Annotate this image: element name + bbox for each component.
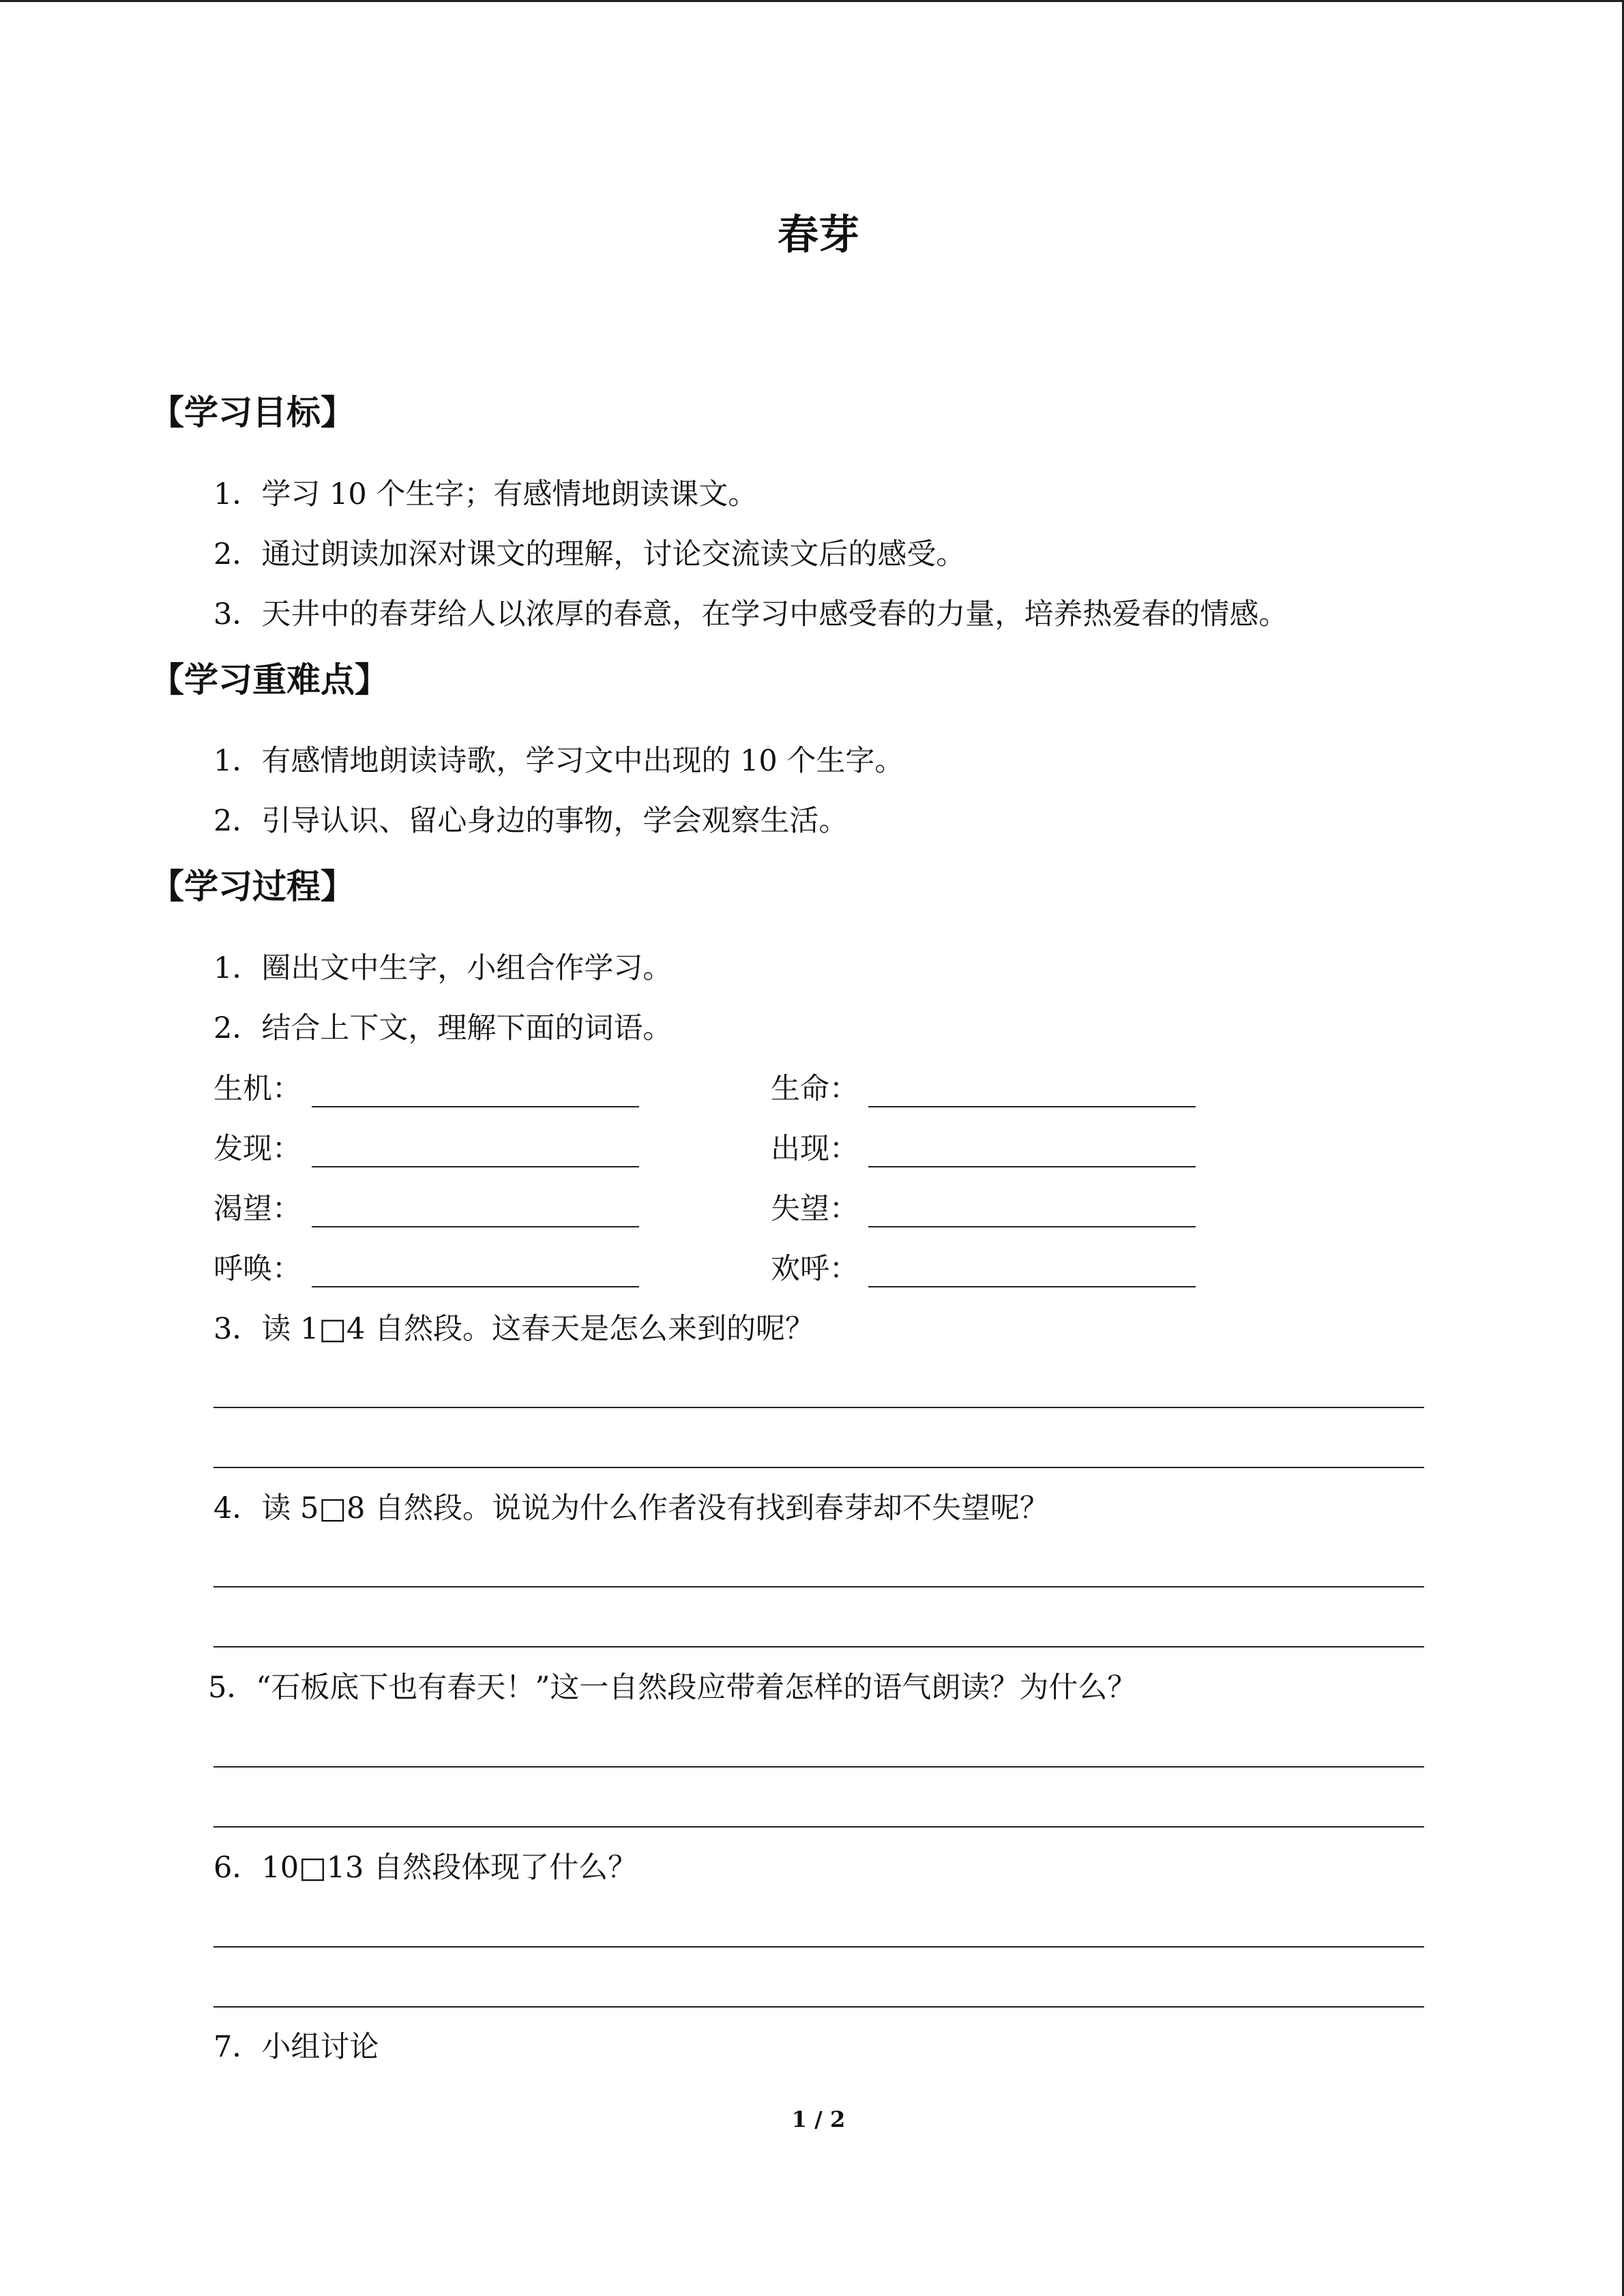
section-heading-objectives: 【学习目标】 [150, 393, 355, 432]
page-number: 1 / 2 [791, 2106, 846, 2132]
vocab-answer-blank[interactable] [312, 1226, 639, 1227]
section-heading-process: 【学习过程】 [150, 867, 355, 906]
vocab-answer-blank[interactable] [312, 1166, 639, 1167]
vocab-word-label: 出现： [771, 1132, 859, 1166]
answer-line[interactable] [213, 1946, 1424, 1948]
vocab-word-label: 生命： [771, 1072, 859, 1106]
objective-item: 3．天井中的春芽给人以浓厚的春意，在学习中感受春的力量，培养热爱春的情感。 [213, 597, 1288, 631]
vocab-word-label: 发现： [213, 1132, 301, 1166]
page-title: 春芽 [778, 211, 859, 259]
objective-item: 1．学习 10 个生字；有感情地朗读课文。 [213, 477, 758, 511]
question-item: 7．小组讨论 [213, 2030, 379, 2064]
answer-line[interactable] [213, 1646, 1424, 1648]
answer-line[interactable] [213, 1826, 1424, 1828]
vocab-word-label: 渴望： [213, 1192, 301, 1226]
objective-item: 2．通过朗读加深对课文的理解，讨论交流读文后的感受。 [213, 537, 966, 571]
question-item: 3．读 1□4 自然段。这春天是怎么来到的呢？ [213, 1312, 815, 1346]
key-point-item: 2．引导认识、留心身边的事物，学会观察生活。 [213, 804, 848, 838]
answer-line[interactable] [213, 1586, 1424, 1587]
section-heading-key-points: 【学习重难点】 [150, 660, 389, 700]
vocab-answer-blank[interactable] [868, 1286, 1196, 1287]
vocab-word-label: 欢呼： [771, 1252, 859, 1286]
answer-line[interactable] [213, 1766, 1424, 1768]
process-item: 1．圈出文中生字，小组合作学习。 [213, 951, 673, 985]
key-point-item: 1．有感情地朗读诗歌，学习文中出现的 10 个生字。 [213, 744, 904, 778]
question-item: 5．“石板底下也有春天！”这一自然段应带着怎样的语气朗读？为什么？ [208, 1671, 1137, 1705]
vocab-answer-blank[interactable] [868, 1226, 1196, 1227]
answer-line[interactable] [213, 2006, 1424, 2008]
vocab-word-label: 生机： [213, 1072, 301, 1106]
vocab-answer-blank[interactable] [868, 1166, 1196, 1167]
answer-line[interactable] [213, 1467, 1424, 1468]
question-item: 6．10□13 自然段体现了什么？ [213, 1851, 638, 1885]
vocab-answer-blank[interactable] [868, 1106, 1196, 1107]
vocab-word-label: 失望： [771, 1192, 859, 1226]
vocab-word-label: 呼唤： [213, 1252, 301, 1286]
page-border-top [0, 0, 1624, 2]
vocab-answer-blank[interactable] [312, 1286, 639, 1287]
question-item: 4．读 5□8 自然段。说说为什么作者没有找到春芽却不失望呢？ [213, 1491, 1050, 1525]
vocab-answer-blank[interactable] [312, 1106, 639, 1107]
process-item: 2．结合上下文，理解下面的词语。 [213, 1011, 673, 1045]
answer-line[interactable] [213, 1407, 1424, 1408]
